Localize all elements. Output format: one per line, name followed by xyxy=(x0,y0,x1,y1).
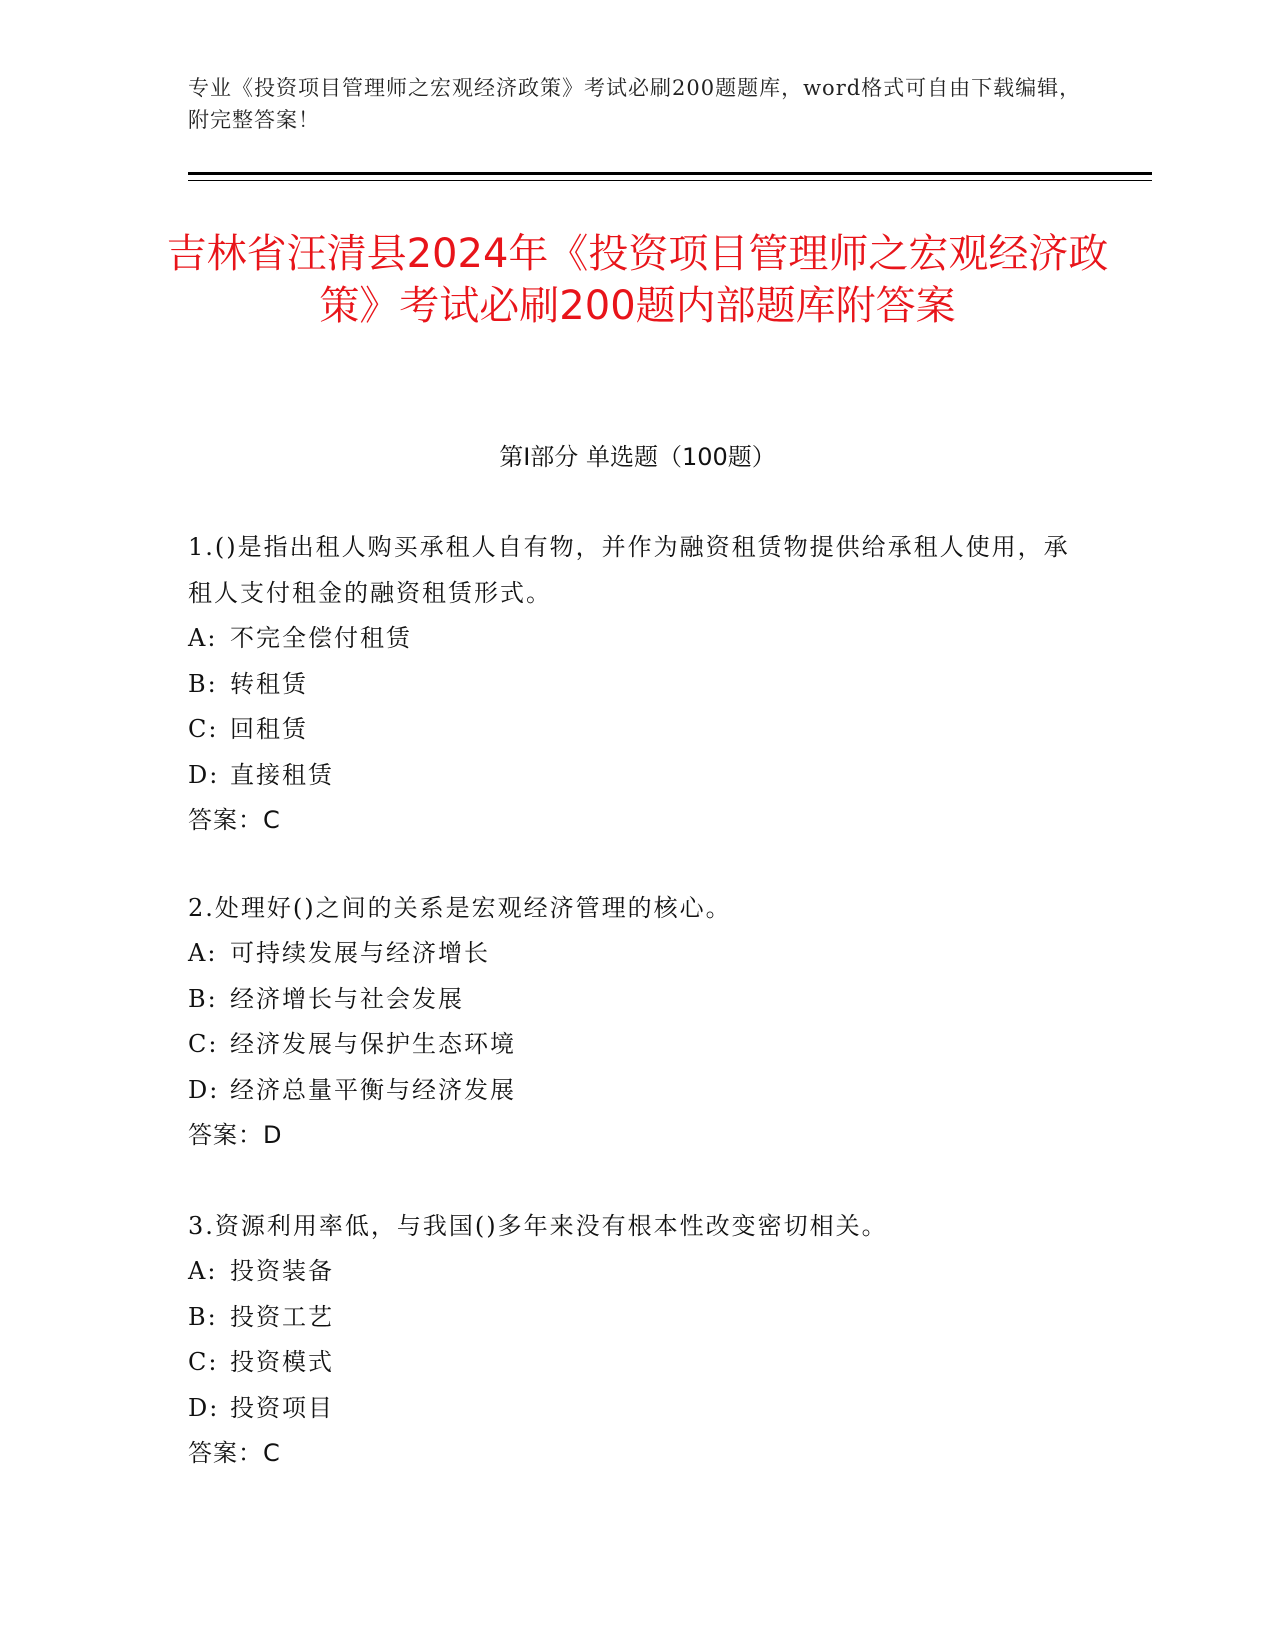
option-text: 投资模式 xyxy=(230,1348,334,1376)
option-letter: C: xyxy=(188,1348,219,1376)
section-heading: 第Ⅰ部分 单选题（100题） xyxy=(499,443,776,471)
option-text: 投资装备 xyxy=(230,1257,334,1285)
option-b xyxy=(188,977,1088,1023)
option-letter: B: xyxy=(188,1302,218,1331)
question-3 xyxy=(188,1203,1088,1477)
option-a xyxy=(188,1249,1088,1295)
option-letter: D: xyxy=(188,760,220,789)
answer: 答案：C xyxy=(188,1439,281,1467)
option-d xyxy=(188,1386,1088,1432)
option-text: 经济总量平衡与经济发展 xyxy=(230,1075,516,1104)
option-text: 经济发展与保护生态环境 xyxy=(230,1030,516,1058)
option-text: 可持续发展与经济增长 xyxy=(230,939,490,967)
question-stem: 1.()是指出租人购买承租人自有物，并作为融资租赁物提供给承租人使用，承租人支付租金的融资租赁形式。 xyxy=(188,533,1070,607)
option-text: 回租赁 xyxy=(230,715,308,743)
header-rule-thick xyxy=(188,172,1152,175)
option-text: 不完全偿付租赁 xyxy=(230,624,412,652)
option-letter: A: xyxy=(188,624,218,652)
option-letter: C: xyxy=(188,715,219,743)
document-title: 吉林省汪清县2024年《投资项目管理师之宏观经济政策》考试必刷200题内部题库附答案 xyxy=(166,231,1109,329)
option-b xyxy=(188,1295,1088,1341)
option-c xyxy=(188,1022,1088,1068)
option-a xyxy=(188,931,1088,977)
question-stem: 2.处理好()之间的关系是宏观经济管理的核心。 xyxy=(188,894,732,922)
answer: 答案：D xyxy=(188,1121,283,1149)
option-letter: C: xyxy=(188,1030,219,1058)
option-text: 投资工艺 xyxy=(230,1302,334,1331)
question-stem: 3.资源利用率低，与我国()多年来没有根本性改变密切相关。 xyxy=(188,1212,888,1240)
option-d xyxy=(188,753,1088,799)
answer: 答案：C xyxy=(188,806,281,834)
option-letter: D: xyxy=(188,1075,220,1104)
header-rule-thin xyxy=(188,180,1152,181)
option-a xyxy=(188,616,1088,662)
option-c xyxy=(188,1340,1088,1386)
header-note: 专业《投资项目管理师之宏观经济政策》考试必刷200题题库，word格式可自由下载编辑，附完整答案！ xyxy=(188,76,1082,132)
question-2 xyxy=(188,885,1088,1159)
option-text: 经济增长与社会发展 xyxy=(230,984,464,1013)
option-text: 转租赁 xyxy=(230,669,308,698)
option-text: 投资项目 xyxy=(230,1393,334,1422)
option-c xyxy=(188,707,1088,753)
option-letter: B: xyxy=(188,669,218,698)
option-d xyxy=(188,1068,1088,1114)
option-letter: D: xyxy=(188,1393,220,1422)
option-text: 直接租赁 xyxy=(230,760,334,789)
question-1 xyxy=(188,524,1088,844)
option-b xyxy=(188,662,1088,708)
option-letter: A: xyxy=(188,1257,218,1285)
option-letter: B: xyxy=(188,984,218,1013)
option-letter: A: xyxy=(188,939,218,967)
